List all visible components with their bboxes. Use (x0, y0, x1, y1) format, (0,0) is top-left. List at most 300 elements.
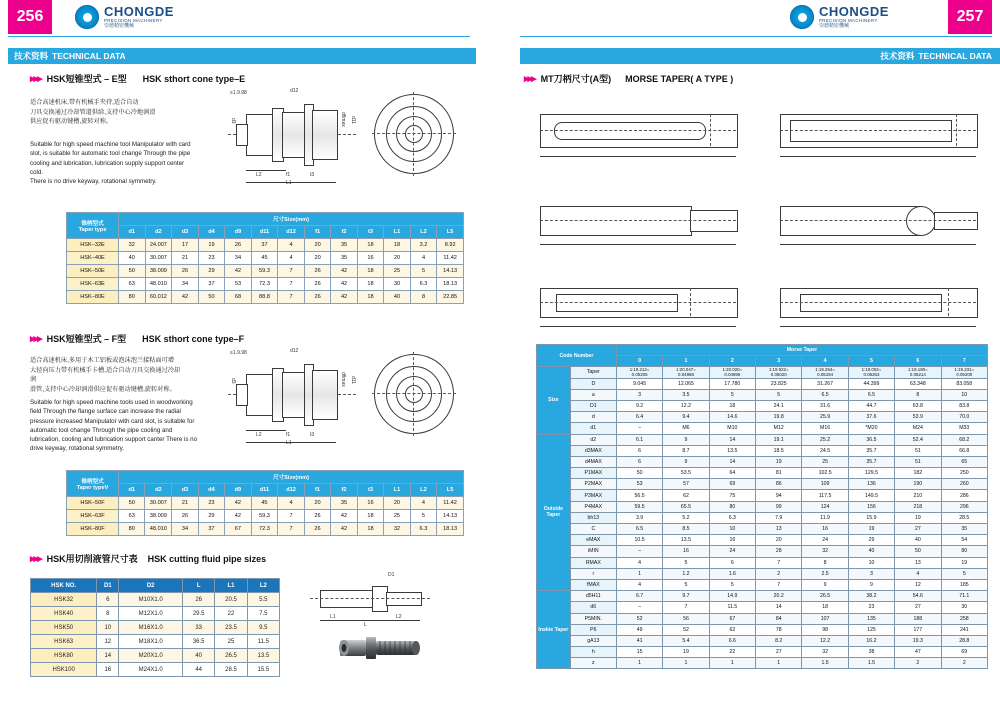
morse-cell: 38 (848, 647, 894, 658)
morse-cell: 66.8 (941, 445, 987, 456)
hsk-e-cell: 18 (357, 291, 383, 304)
morse-cell: 81 (756, 468, 802, 479)
pipe-cell: 11.5 (247, 635, 279, 649)
morse-cell: 4 (616, 557, 662, 568)
hsk-e-cell: 68 (225, 291, 251, 304)
morse-cell: 19.3 (895, 635, 941, 646)
hsk-e-cell: 20 (304, 239, 330, 252)
morse-row-label: P3MAX (570, 490, 616, 501)
pipe-cell: M10X1.0 (119, 593, 183, 607)
morse-row-label: P2MAX (570, 479, 616, 490)
morse-cell: 20.2 (756, 591, 802, 602)
morse-cell: 9 (802, 579, 848, 590)
morse-cell: 6.5 (616, 524, 662, 535)
morse-cell: 52 (616, 613, 662, 624)
morse-cell: 68.2 (941, 434, 987, 445)
morse-cell: 65 (941, 456, 987, 467)
morse-cell: 70.0 (941, 412, 987, 423)
page-number-right: 257 (948, 0, 992, 34)
hsk-f-col-d1: d1 (119, 484, 145, 497)
morse-group-header: Morse Taper (616, 345, 987, 356)
brand-logo-right (790, 5, 889, 29)
morse-col-3: 3 (756, 356, 802, 367)
hsk-e-col-d11: d11 (251, 226, 278, 239)
morse-row-label: fMAX (570, 579, 616, 590)
hsk-e-cell: 20 (304, 252, 330, 265)
hsk-e-cell: 22.85 (437, 291, 464, 304)
pipe-cell: M12X1.0 (119, 607, 183, 621)
hsk-e-cell: 14.13 (437, 265, 464, 278)
hsk-e-cell: 17 (172, 239, 198, 252)
table-row (537, 647, 988, 658)
table-row (67, 278, 464, 291)
morse-cell: 53.9 (895, 412, 941, 423)
morse-cell: 54.6 (895, 591, 941, 602)
morse-cell: – (616, 546, 662, 557)
morse-col-4: 4 (802, 356, 848, 367)
hsk-e-row-name: HSK–32E (67, 239, 119, 252)
morse-cell: 63.348 (895, 378, 941, 389)
hsk-f-cell: 37 (198, 523, 224, 536)
morse-cell: 44.7 (848, 400, 894, 411)
section-title-pipe (30, 552, 266, 565)
pipe-cell: M20X1.0 (119, 649, 183, 663)
morse-cell: 5 (709, 389, 755, 400)
morse-cell: 13.5 (663, 535, 709, 546)
hsk-e-cell: 37 (198, 278, 224, 291)
morse-col-7: 7 (941, 356, 987, 367)
morse-cell: 62 (663, 490, 709, 501)
table-row (31, 635, 280, 649)
morse-row-label: r (570, 568, 616, 579)
morse-cell: 2 (941, 658, 987, 669)
hsk-f-cell: 42 (331, 510, 357, 523)
morse-cell: 13.5 (709, 445, 755, 456)
table-row (537, 613, 988, 624)
morse-cell: 19 (756, 456, 802, 467)
morse-cell: 16 (709, 535, 755, 546)
hsk-e-col-d4: d4 (198, 226, 224, 239)
morse-cell: 18.5 (756, 445, 802, 456)
section-title-en-pipe: HSK cutting fluid pipe sizes (147, 553, 267, 564)
morse-cell: 9 (848, 579, 894, 590)
morse-col-0: 0 (616, 356, 662, 367)
table-row (537, 400, 988, 411)
hsk-f-col-L5: L5 (437, 484, 464, 497)
hsk-f-cell: 72.3 (251, 523, 278, 536)
morse-cell: 14.6 (709, 412, 755, 423)
table-row (537, 378, 988, 389)
hsk-e-cell: 26 (304, 265, 330, 278)
morse-cell: 28 (756, 546, 802, 557)
hsk-e-cell: 88.8 (251, 291, 278, 304)
morse-cell: 53 (616, 479, 662, 490)
morse-cell: 6.6 (709, 635, 755, 646)
morse-cell: 11.5 (709, 602, 755, 613)
morse-cell: 9.7 (663, 591, 709, 602)
morse-cell: 69 (709, 479, 755, 490)
table-row (67, 265, 464, 278)
morse-cell: 80 (709, 501, 755, 512)
morse-cell: 16 (663, 546, 709, 557)
morse-cell: M24 (895, 423, 941, 434)
morse-cell: 24 (709, 546, 755, 557)
morse-cell: 182 (895, 468, 941, 479)
hsk-f-cell: 23 (198, 497, 224, 510)
morse-cell: 1 (756, 658, 802, 669)
table-row (537, 658, 988, 669)
morse-cell: 50 (895, 546, 941, 557)
table-row (537, 602, 988, 613)
morse-cell: 9.4 (663, 412, 709, 423)
table-pipe-sizes (30, 578, 280, 677)
hsk-e-cell: 20 (384, 252, 410, 265)
morse-cell: 28.8 (941, 635, 987, 646)
hsk-e-cell: 30.007 (145, 252, 172, 265)
hsk-e-cell: 34 (225, 252, 251, 265)
morse-cell: 16 (802, 524, 848, 535)
morse-cell: 1:19.002= 0.05263 (848, 367, 894, 378)
morse-cell: 258 (941, 613, 987, 624)
morse-row-label: D1 (570, 400, 616, 411)
hsk-f-cell: 30.007 (145, 497, 172, 510)
chevron-right-icon: ▸▸▸ (30, 333, 41, 345)
morse-cell: 41 (616, 635, 662, 646)
hsk-f-row-name: HSK–50F (67, 497, 119, 510)
morse-side-out: Outside Taper (537, 434, 571, 591)
pipe-cell: 26 (183, 593, 215, 607)
pipe-cell: 14 (97, 649, 119, 663)
morse-cell: 11.9 (802, 512, 848, 523)
pipe-cell: 44 (183, 663, 215, 677)
hsk-e-col-d9: d9 (225, 226, 251, 239)
hsk-e-cell: 59.3 (251, 265, 278, 278)
morse-row-label: iMIN (570, 546, 616, 557)
hsk-e-cell: 18.13 (437, 278, 464, 291)
morse-cell: 17.780 (709, 378, 755, 389)
morse-cell: 10.5 (616, 535, 662, 546)
morse-cell: 149.5 (848, 490, 894, 501)
section-title-cn-e: HSK短锥型式 – E型 (46, 74, 127, 84)
morse-cell: 25 (802, 456, 848, 467)
hsk-e-cell: 40 (119, 252, 145, 265)
hsk-e-cell: 53 (225, 278, 251, 291)
hsk-e-col-L5: L5 (437, 226, 464, 239)
morse-cell: 3 (848, 568, 894, 579)
morse-cell: 30 (941, 602, 987, 613)
morse-cell: 5 (709, 579, 755, 590)
table-row (537, 389, 988, 400)
table-row (537, 557, 988, 568)
morse-cell: 51 (895, 456, 941, 467)
hsk-f-cell: 67 (225, 523, 251, 536)
pipe-cell: 15.5 (247, 663, 279, 677)
morse-cell: M10 (709, 423, 755, 434)
morse-cell: 125 (848, 624, 894, 635)
morse-cell: 14 (709, 456, 755, 467)
morse-cell: 135 (848, 613, 894, 624)
section-title-cn-pipe: HSK用切削液管尺寸表 (46, 554, 138, 564)
morse-cell: – (616, 602, 662, 613)
ribbon-right (520, 48, 1000, 64)
morse-cell: 6 (709, 557, 755, 568)
hsk-e-cell: 24.007 (145, 239, 172, 252)
morse-side-in: Inskie Taper (537, 591, 571, 669)
morse-cell: 8.2 (756, 635, 802, 646)
morse-cell: 296 (941, 501, 987, 512)
hsk-f-cell: 14.13 (437, 510, 464, 523)
pipe-col-L2: L2 (247, 579, 279, 593)
morse-cell: 156 (848, 501, 894, 512)
pipe-cell: 10 (97, 621, 119, 635)
ribbon-en-right: TECHNICAL DATA (918, 51, 992, 61)
morse-cell: 25.9 (802, 412, 848, 423)
hsk-f-cell: 45 (251, 497, 278, 510)
hsk-e-cell: 4 (278, 252, 305, 265)
hsk-e-cell: 34 (172, 278, 198, 291)
pipe-cell: 29.5 (183, 607, 215, 621)
morse-cell: 29 (848, 535, 894, 546)
hsk-f-cell: 7 (278, 523, 305, 536)
morse-cell: 1.5 (848, 658, 894, 669)
pipe-cell: 26.5 (215, 649, 247, 663)
hsk-f-cell: 4 (410, 497, 437, 510)
hsk-e-col-L2: L2 (410, 226, 437, 239)
morse-row-label: bh13 (570, 512, 616, 523)
pipe-cell: 22 (215, 607, 247, 621)
hsk-f-cell: 34 (172, 523, 198, 536)
hsk-e-cell: 16 (357, 252, 383, 265)
morse-cell: 7 (756, 557, 802, 568)
pipe-cell: 9.5 (247, 621, 279, 635)
drawing-hsk-e-face (372, 92, 464, 184)
hsk-e-cell: 21 (172, 252, 198, 265)
table-row (537, 579, 988, 590)
pipe-cell: HSK32 (31, 593, 97, 607)
hsk-f-cell: 26 (304, 523, 330, 536)
pipe-cell: 25 (215, 635, 247, 649)
hsk-e-cell: 50 (198, 291, 224, 304)
morse-row-label: P6 (570, 624, 616, 635)
pipe-cell: 8 (97, 607, 119, 621)
drawing-morse-5 (540, 272, 740, 334)
hsk-e-cell: 25 (384, 265, 410, 278)
morse-cell: 54 (941, 535, 987, 546)
pipe-cell: 40 (183, 649, 215, 663)
hsk-f-cell: 50 (119, 497, 145, 510)
hsk-e-cell: 29 (198, 265, 224, 278)
hsk-e-col-t3: t3 (357, 226, 383, 239)
hsk-f-col-d12: d12 (278, 484, 305, 497)
table-row (537, 546, 988, 557)
hsk-e-cell: 11.42 (437, 252, 464, 265)
gear-icon (75, 5, 99, 29)
ribbon-left (8, 48, 476, 64)
morse-cell: 14 (756, 602, 802, 613)
table-row (537, 490, 988, 501)
table-row (537, 624, 988, 635)
hsk-e-cell: 4 (410, 252, 437, 265)
morse-cell: 9 (663, 456, 709, 467)
morse-cell: 24 (802, 535, 848, 546)
hsk-e-cell: 48.010 (145, 278, 172, 291)
hsk-e-col-f2: f2 (331, 226, 357, 239)
morse-cell: 62 (709, 624, 755, 635)
morse-cell: 1.2 (663, 568, 709, 579)
morse-cell: 37.6 (848, 412, 894, 423)
hsk-f-cell: 20 (384, 497, 410, 510)
morse-cell: 286 (941, 490, 987, 501)
hsk-e-cell: 26 (225, 239, 251, 252)
table-row (537, 501, 988, 512)
morse-cell: 5 (663, 579, 709, 590)
header-rule-left (8, 36, 470, 37)
hsk-f-cell: 63 (119, 510, 145, 523)
pipe-cell: HSK40 (31, 607, 97, 621)
hsk-f-col-t3: t3 (357, 484, 383, 497)
morse-cell: 9 (663, 434, 709, 445)
morse-row-label: P5MIN. (570, 613, 616, 624)
pipe-cell: M24X1.0 (119, 663, 183, 677)
morse-cell: 14 (709, 434, 755, 445)
morse-cell: 1:19.212= 0.05205 (616, 367, 662, 378)
morse-cell: 80 (941, 546, 987, 557)
morse-cell: 57 (663, 479, 709, 490)
morse-cell: 1:19.180= 0.05214 (895, 367, 941, 378)
morse-row-label: D (570, 378, 616, 389)
morse-cell: 190 (895, 479, 941, 490)
drawing-morse-4 (780, 190, 980, 252)
pipe-cell: 20.5 (215, 593, 247, 607)
t1-head-size: 尺寸Size(mm) (119, 213, 464, 226)
section-title-cn-f: HSK短锥型式 – F型 (46, 334, 127, 344)
hsk-e-cell: 42 (331, 291, 357, 304)
morse-corner-label: Code Number (537, 345, 617, 367)
morse-row-label: z (570, 658, 616, 669)
section-title-en-e: HSK sthort cone type–E (142, 73, 246, 84)
morse-row-label: d (570, 412, 616, 423)
morse-cell: *M20 (848, 423, 894, 434)
morse-cell: 136 (848, 479, 894, 490)
right-page (500, 0, 1000, 707)
morse-cell: 15.9 (848, 512, 894, 523)
hsk-e-col-f1: f1 (304, 226, 330, 239)
table-row (67, 497, 464, 510)
morse-cell: 1 (616, 658, 662, 669)
morse-cell: 32 (802, 647, 848, 658)
brand-chinese: 崇德精密機械 (104, 22, 135, 29)
morse-cell: 241 (941, 624, 987, 635)
table-hsk-f (66, 470, 464, 536)
drawing-pipe: D1 L1 L2 L (300, 572, 470, 632)
morse-cell: 78 (756, 624, 802, 635)
hsk-f-cell: 5 (410, 510, 437, 523)
morse-cell: 18 (709, 400, 755, 411)
hsk-e-cell: 18 (357, 278, 383, 291)
section2-body-en: Suitable for high speed machine tools used in woodworking field Through the flange surface can increase the radial pressure increased Manipulator with card slot, is suitable for automatic tool change Through the pipe cooling and lubrication, cooling and lubrication support canter There is no drive keyway, rotational symmetry. (30, 399, 198, 453)
hsk-e-cell: 50 (119, 265, 145, 278)
table-row (537, 524, 988, 535)
morse-cell: 40 (848, 546, 894, 557)
pipe-cell: 28.5 (215, 663, 247, 677)
morse-cell: 20 (756, 535, 802, 546)
morse-cell: 49 (616, 624, 662, 635)
hsk-f-cell: 21 (172, 497, 198, 510)
morse-cell: 31.6 (802, 400, 848, 411)
morse-cell: 1:19.231= 0.05200 (941, 367, 987, 378)
hsk-e-cell: 38.009 (145, 265, 172, 278)
table-row (537, 535, 988, 546)
drawing-hsk-f-side: ≡1.9.98 d12 d3 dflmax d11 L2 f1 t3 L1 (230, 348, 356, 446)
table-row (537, 468, 988, 479)
morse-row-label: d3MAX (570, 445, 616, 456)
hsk-f-col-d3: d3 (172, 484, 198, 497)
morse-cell: 84 (756, 613, 802, 624)
pipe-col-L: L (183, 579, 215, 593)
pipe-cell: HSK50 (31, 621, 97, 635)
section2-body-cn: 适合高速机床,多用于木工铝板或泡沫泡兰接粘面可增 大径向压力带有机械手卡槽,适合自动刀具交换通过冷却润 滑管,支持中心冷却润滑供应促有驱动键槽,旋转对称。 (30, 357, 181, 393)
morse-cell: 10 (941, 389, 987, 400)
hsk-e-cell: 40 (384, 291, 410, 304)
drawing-morse-6 (780, 272, 980, 334)
morse-cell: 1:19.254= 0.05194 (802, 367, 848, 378)
table-row (537, 635, 988, 646)
morse-cell: 1 (663, 658, 709, 669)
hsk-e-cell: 18 (357, 239, 383, 252)
morse-cell: 1.6 (709, 568, 755, 579)
hsk-e-cell: 7 (278, 291, 305, 304)
morse-cell: M6 (663, 423, 709, 434)
morse-cell: 109 (802, 479, 848, 490)
morse-cell: 8.7 (663, 445, 709, 456)
hsk-e-cell: 6.3 (410, 278, 437, 291)
morse-cell: 98 (802, 624, 848, 635)
morse-cell: 107 (802, 613, 848, 624)
morse-cell: 13 (895, 557, 941, 568)
table-row (31, 663, 280, 677)
table-row (31, 649, 280, 663)
morse-cell: 56.5 (616, 490, 662, 501)
drawing-morse-3 (540, 190, 740, 252)
morse-cell: 23 (848, 602, 894, 613)
morse-cell: 52 (663, 624, 709, 635)
morse-row-label: d1 (570, 423, 616, 434)
morse-cell: 94 (756, 490, 802, 501)
morse-cell: 75 (709, 490, 755, 501)
hsk-e-col-L1: L1 (384, 226, 410, 239)
hsk-e-cell: 42 (172, 291, 198, 304)
morse-cell: M12 (756, 423, 802, 434)
hsk-f-col-f2: f2 (331, 484, 357, 497)
morse-cell: 71.1 (941, 591, 987, 602)
morse-cell: 12.2 (802, 635, 848, 646)
morse-cell: 1 (616, 568, 662, 579)
hsk-f-cell: 7 (278, 510, 305, 523)
morse-cell: M16 (802, 423, 848, 434)
morse-cell: 22 (709, 647, 755, 658)
morse-cell: 50 (616, 468, 662, 479)
hsk-e-cell: 8.92 (437, 239, 464, 252)
morse-cell: 18 (802, 602, 848, 613)
hsk-e-cell: 23 (198, 252, 224, 265)
hsk-e-cell: 42 (225, 265, 251, 278)
table-row (31, 607, 280, 621)
morse-row-label: d2 (570, 434, 616, 445)
morse-cell: 7.9 (756, 512, 802, 523)
morse-cell: 26.5 (802, 591, 848, 602)
pipe-cell: HSK100 (31, 663, 97, 677)
hsk-e-cell: 35 (331, 252, 357, 265)
